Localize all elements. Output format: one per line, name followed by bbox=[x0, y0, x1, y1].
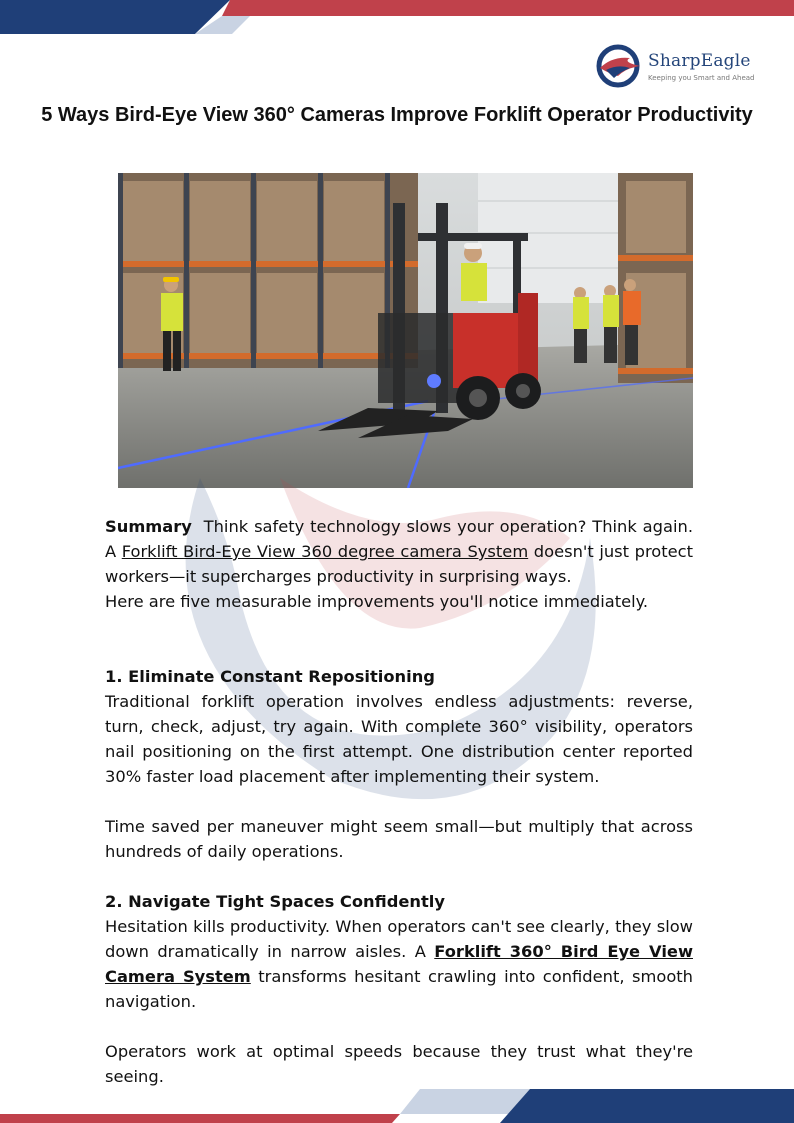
summary-label: Summary bbox=[105, 517, 192, 536]
summary-text-continued: doesn't just protect workers—it supercharges productivity in surprising ways. bbox=[105, 542, 693, 586]
section-2-paragraph bbox=[105, 914, 693, 1014]
page-title: 5 Ways Bird-Eye View 360° Cameras Improve Forklift Operator Productivity bbox=[41, 104, 753, 126]
section-1-heading: 1. Eliminate Constant Repositioning bbox=[105, 667, 435, 686]
company-logo[interactable] bbox=[596, 44, 756, 88]
logo-tagline: Keeping you Smart and Ahead bbox=[648, 74, 755, 82]
eagle-icon bbox=[596, 44, 644, 88]
article-body bbox=[105, 514, 693, 1089]
footer-band bbox=[0, 1089, 794, 1123]
section-1-paragraph: Traditional forklift operation involves endless adjustments: reverse, turn, check, adjust, try again. With complete 360° visibility, operators nail positioning on the first attempt. One distribution center reported 30% faster load placement after implementing their system. bbox=[105, 692, 693, 786]
section-2-heading: 2. Navigate Tight Spaces Confidently bbox=[105, 892, 445, 911]
summary-paragraph bbox=[105, 514, 693, 589]
camera-system-link[interactable]: Forklift Bird-Eye View 360 degree camera System bbox=[121, 542, 529, 561]
section-2-paragraph-2: Operators work at optimal speeds because they trust what they're seeing. bbox=[105, 1042, 693, 1086]
summary-text: Think safety technology slows your operation? Think again. A bbox=[105, 517, 693, 561]
bird-eye-camera-link[interactable]: Forklift 360° Bird Eye View Camera System bbox=[105, 942, 693, 986]
section-2-text-continued: transforms hesitant crawling into confident, smooth navigation. bbox=[105, 967, 693, 1011]
header-band bbox=[0, 0, 794, 34]
forklift-warehouse-photo bbox=[118, 173, 693, 488]
section-1-paragraph-2: Time saved per maneuver might seem small—but multiply that across hundreds of daily operations. bbox=[105, 817, 693, 861]
logo-name: SharpEagle bbox=[648, 51, 751, 71]
section-2-text: Hesitation kills productivity. When operators can't see clearly, they slow down dramatically in narrow aisles. A bbox=[105, 917, 693, 961]
summary-line-two: Here are five measurable improvements you'll notice immediately. bbox=[105, 592, 649, 611]
